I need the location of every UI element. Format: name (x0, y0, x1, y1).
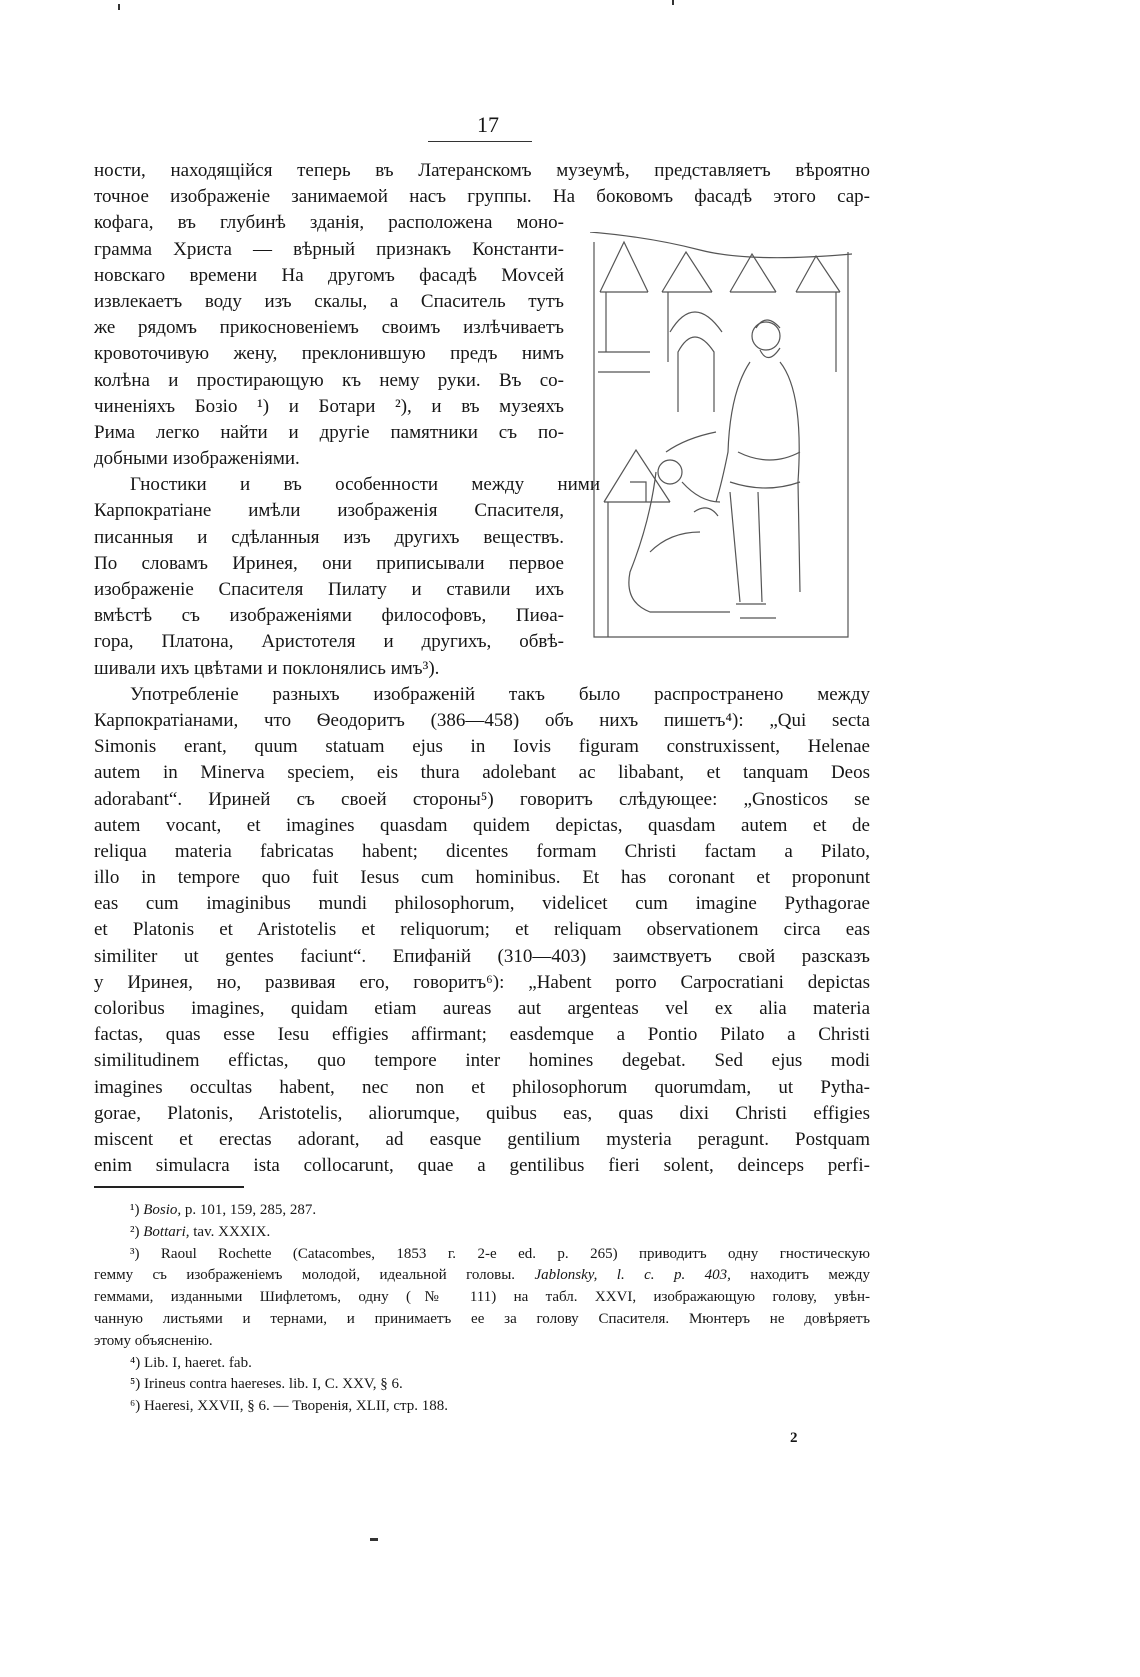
text-line: новскаго времени На другомъ фасадѣ Моvсей (94, 264, 564, 286)
text-line: Карпократіанами, что Ѳеодоритъ (386—458) объ нихъ пишетъ⁴): „Qui secta (94, 709, 870, 731)
text-line: Карпократіане имѣли изображенія Спасителя, (94, 500, 564, 522)
text-line: illo in tempore quo fuit Iesus cum hominibus. Et has coronant et proponunt (94, 867, 870, 889)
footnote-line: ³) Raoul Rochette (Catacombes, 1853 г. 2-е ed. p. 265) приводитъ одну гностическую (130, 1245, 870, 1262)
text-line: кофага, въ глубинѣ зданія, расположена моно- (94, 212, 564, 234)
text-line: вмѣстѣ съ изображеніями философовъ, Пиѳа- (94, 605, 564, 627)
text-line: Рима легко найти и другіе памятники съ по- (94, 421, 564, 443)
footnotes (94, 1200, 870, 1418)
text-line: кровоточивую жену, преклонившую предъ нимъ (94, 343, 564, 365)
relief-illustration-icon (590, 232, 852, 644)
text-line: добными изображеніями. (94, 448, 300, 470)
text-line: imagines occultas habent, nec non et philosophorum quorumdam, ut Pytha- (94, 1076, 870, 1098)
signature-mark: 2 (790, 1430, 798, 1446)
text-line: точное изображеніе занимаемой насъ группы. На боковомъ фасадѣ этого сар- (94, 186, 870, 208)
footnote-line: геммами, изданными Шифлетомъ, одну (№ 111) на табл. XXVI, изображающую голову, увѣн- (94, 1289, 870, 1306)
page-number: 17 (477, 112, 499, 137)
text-line: Simonis erant, quum statuam ejus in Iovis figuram construxissent, Helenae (94, 736, 870, 758)
text-line: similitudinem effictas, quo tempore inter homines degebat. Sed ejus modi (94, 1050, 870, 1072)
footnote-line: ⁶) Haeresi, XXVII, § 6. — Творенія, XLII, стр. 188. (130, 1398, 449, 1415)
footnote-line: ⁴) Lib. I, haeret. fab. (130, 1354, 252, 1371)
footnote-line: чанную листьями и тернами, и принимаетъ ее за голову Спасителя. Мюнтеръ не довѣряетъ (94, 1310, 870, 1327)
text-line: gorae, Platonis, Aristotelis, aliorumque, quibus eas, quas dixi Christi effigies (94, 1102, 870, 1124)
text-line: Гностики и въ особенности между ними (130, 474, 600, 496)
footnote-line: ⁵) Irineus contra haereses. lib. I, C. XXV, § 6. (130, 1376, 403, 1393)
text-line: coloribus imagines, quidam etiam aureas aut argenteas vel ex alia materia (94, 998, 870, 1019)
text-line: reliqua materia fabricatas habent; dicentes formam Christi factam a Pilato, (94, 840, 870, 862)
text-line: колѣна и простирающую къ нему руки. Въ со- (94, 369, 564, 391)
footnote-line: гемму съ изображеніемъ молодой, идеальной головы. Jablonsky, l. c. p. 403, находитъ между (94, 1267, 870, 1284)
footnote-line: этому объясненію. (94, 1332, 213, 1349)
text-line: Употребленіе разныхъ изображеній такъ было распространено между (130, 683, 870, 705)
text-line: factas, quas esse Iesu effigies affirmant; easdemque a Pontio Pilato a Christi (94, 1024, 870, 1046)
text-line: miscent et erectas adorant, ad easque gentilium mysteria peragunt. Postquam (94, 1128, 870, 1150)
text-line: извлекаетъ воду изъ скалы, а Спаситель тутъ (94, 290, 564, 312)
scan-speck (370, 1538, 378, 1541)
text-line: гора, Платона, Аристотеля и другихъ, обвѣ- (94, 631, 564, 653)
text-line: autem vocant, et imagines quasdam quidem depictas, quasdam autem et de (94, 814, 870, 836)
scan-speck (118, 4, 120, 10)
text-line: eas cum imaginibus mundi philosophorum, videlicet cum imagine Pythagorae (94, 893, 870, 915)
text-line: шивали ихъ цвѣтами и поклонялись имъ³). (94, 657, 440, 679)
page-number-rule (428, 141, 532, 142)
text-line: изображеніе Спасителя Пилату и ставили ихъ (94, 579, 564, 600)
text-line: similiter ut gentes faciunt“. Епифаній (310—403) заимствуетъ свой разсказъ (94, 945, 870, 967)
text-line: et Platonis et Aristotelis et reliquorum; et reliquam observationem circa eas (94, 919, 870, 941)
text-line: писанныя и сдѣланныя изъ другихъ веществъ. (94, 526, 564, 548)
text-line: adorabant“. Ириней съ своей стороны⁵) говоритъ слѣдующее: „Gnosticos se (94, 788, 870, 810)
text-line: чиненіяхъ Бозіо ¹) и Ботари ²), и въ музеяхъ (94, 395, 564, 417)
footnote-line: ¹) Bosio, p. 101, 159, 285, 287. (130, 1202, 317, 1218)
text-line: у Иринея, но, развивая его, говоритъ⁶): „Habent porro Carpocratiani depictas (94, 971, 870, 993)
text-line: же рядомъ прикосновеніемъ своимъ излѣчиваетъ (94, 317, 564, 339)
footnote-line: ²) Bottari, tav. XXXIX. (130, 1223, 271, 1240)
text-line: autem in Minerva speciem, eis thura adolebant ac libabant, et tanquam Deos (94, 762, 870, 784)
text-line: грамма Христа — вѣрный признакъ Константи- (94, 238, 564, 260)
text-line: ности, находящійся теперь въ Латеранскомъ музеумѣ, представляетъ вѣроятно (94, 160, 870, 181)
text-line: По словамъ Иринея, они приписывали первое (94, 552, 564, 574)
text-line: enim simulacra ista collocarunt, quae a gentilibus fieri solent, deinceps perfi- (94, 1155, 870, 1177)
footnote-rule (94, 1186, 244, 1188)
scan-speck (672, 0, 674, 5)
